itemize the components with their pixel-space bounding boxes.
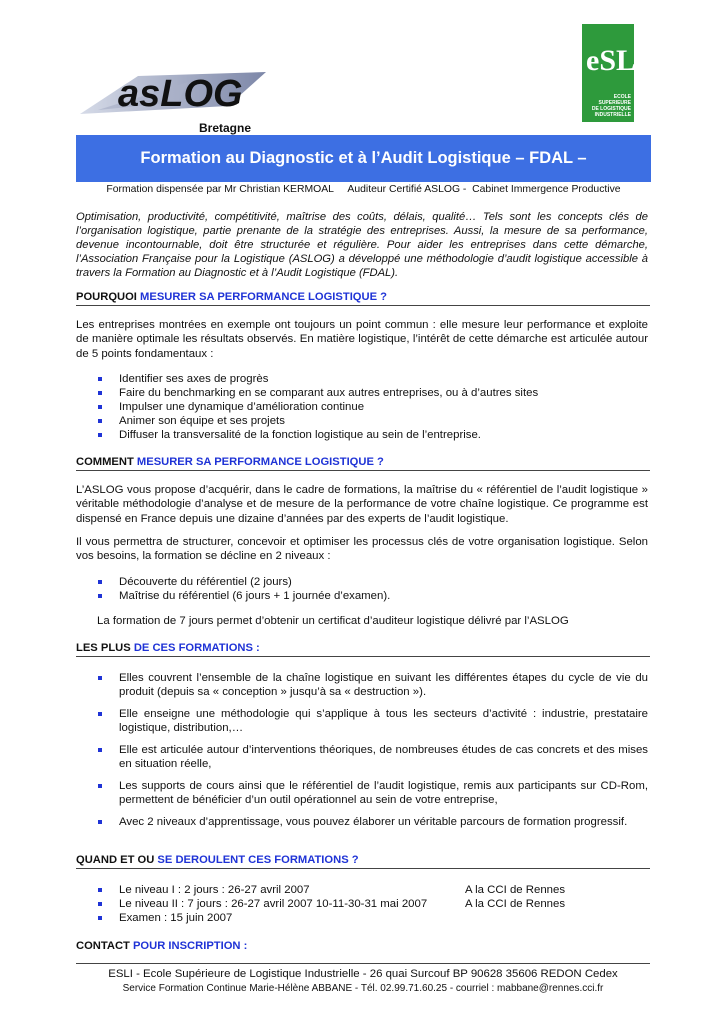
section-heading-les-plus — [76, 641, 650, 657]
list-item: Elle est articulée autour d’interventions théoriques, de nombreuses études de cas concrets et des mises en situation réelle, — [76, 743, 648, 771]
section2-paragraph-2: Il vous permettra de structurer, concevoir et optimiser les processus clés de votre organisation logistique. Selon vos besoins, la formation se décline en 2 niveaux : — [76, 536, 648, 563]
list-item: Elle enseigne une méthodologie qui s’applique à tous les secteurs d’activité : industrie, prestataire logistique, distribution,… — [76, 707, 648, 735]
heading-prefix: COMMENT — [76, 456, 137, 468]
heading-highlight: MESURER SA PERFORMANCE LOGISTIQUE ? — [140, 291, 387, 303]
heading-highlight: POUR INSCRIPTION : — [132, 940, 248, 952]
list-item: Animer son équipe et ses projets — [76, 414, 648, 428]
section2-paragraph-1: L’ASLOG vous propose d’acquérir, dans le cadre de formations, la maîtrise du « référentiel de l’audit logistique » véritable méthodologie d’analyse et de mesure de la performance de votre chaîne logistique. Ce programme est dispensé en France depuis une dizaine d’années par des experts de l’audit logistique. — [76, 484, 648, 525]
heading-prefix: LES PLUS — [76, 642, 134, 654]
heading-highlight: DE CES FORMATIONS : — [133, 642, 260, 654]
section1-paragraph: Les entreprises montrées en exemple ont toujours un point commun : elle mesure leur performance et exploite de manière optimale les résultats observés. En matière logistique, l’intérêt de cette démarche est articulée autour de 5 points fondamentaux : — [76, 319, 648, 360]
list-item: Identifier ses axes de progrès — [76, 372, 648, 386]
byline: Formation dispensée par Mr Christian KERMOAL Auditeur Certifié ASLOG - Cabinet Immergence Productive — [106, 184, 621, 195]
esli-logo — [582, 24, 645, 122]
section1-list — [76, 372, 648, 442]
heading-prefix: POURQUOI — [76, 291, 141, 303]
list-item: Diffuser la transversalité de la fonction logistique au sein de l’entreprise. — [76, 428, 648, 442]
footer-address: ESLI - Ecole Supérieure de Logistique Industrielle - 26 quai Surcouf BP 90628 35606 REDON Cedex — [108, 968, 618, 980]
aslog-logo — [78, 62, 268, 124]
schedule-session: Le niveau II : 7 jours : 26-27 avril 2007 10-11-30-31 mai 2007 — [119, 898, 428, 910]
heading-highlight: MESURER SA PERFORMANCE LOGISTIQUE ? — [136, 456, 384, 468]
esli-caption — [585, 94, 631, 118]
list-item: Elles couvrent l’ensemble de la chaîne logistique en suivant les différentes étapes du cycle de vie du produit (depuis sa « conception » jusqu’à sa « destruction »). — [76, 671, 648, 699]
region-label: Bretagne — [198, 121, 251, 135]
section-heading-pourquoi — [76, 290, 650, 306]
list-item: Maîtrise du référentiel (6 jours + 1 journée d’examen). — [76, 589, 648, 603]
page-title: Formation au Diagnostic et à l’Audit Logistique – FDAL – — [140, 149, 587, 167]
heading-highlight: SE DEROULENT CES FORMATIONS ? — [157, 854, 359, 866]
schedule-row — [76, 897, 648, 911]
aslog-logo-text: asLOG — [118, 73, 243, 115]
list-item: Les supports de cours ainsi que le référentiel de l’audit logistique, remis aux participants sur CD-Rom, permettent de bénéficier d’un outil opérationnel au sein de votre entreprise, — [76, 779, 648, 807]
esli-caption-line: ECOLE SUPERIEURE — [598, 94, 631, 106]
intro-paragraph: Optimisation, productivité, compétitivité, maîtrise des coûts, délais, qualité… Tels sont les concepts clés de l’organisation logistique, partie prenante de la stratégie des entreprises. Aussi, la mesure de sa performance, devenue incontournable, doit être structurée et régulière. Pour aider les entreprises dans cette démarche, l’Association Française pour la Logistique (ASLOG) a développé une méthodologie d’audit logistique accessible à travers la Formation au Diagnostic et à l’Audit Logistique (FDAL). — [76, 211, 648, 279]
section2-list — [76, 575, 648, 603]
heading-prefix: QUAND ET OU — [76, 854, 158, 866]
list-item: Faire du benchmarking en se comparant aux autres entreprises, ou à d’autres sites — [76, 386, 648, 400]
schedule-session: Examen : 15 juin 2007 — [119, 912, 233, 924]
heading-prefix: CONTACT — [76, 940, 133, 952]
section2-paragraph-3: La formation de 7 jours permet d’obtenir un certificat d’auditeur logistique délivré par l’ASLOG — [97, 615, 569, 627]
schedule-location: A la CCI de Rennes — [465, 884, 566, 896]
list-item: Découverte du référentiel (2 jours) — [76, 575, 648, 589]
list-item: Impulser une dynamique d’amélioration continue — [76, 400, 648, 414]
esli-logo-text: eSLi — [586, 44, 645, 77]
esli-caption-line: INDUSTRIELLE — [594, 112, 631, 118]
esli-caption-line: DE LOGISTIQUE — [591, 106, 631, 112]
schedule-list — [76, 883, 648, 925]
section-heading-contact — [76, 939, 650, 954]
footer-contact: Service Formation Continue Marie-Hélène ABBANE - Tél. 02.99.71.60.25 - courriel : mabbane@rennes.cci.fr — [122, 983, 604, 994]
title-banner — [76, 135, 651, 182]
footer-divider — [76, 963, 650, 964]
section-heading-comment — [76, 455, 650, 471]
section-heading-quand-et-ou — [76, 853, 650, 869]
section3-list — [76, 671, 648, 837]
schedule-location: A la CCI de Rennes — [465, 898, 566, 910]
list-item: Avec 2 niveaux d’apprentissage, vous pouvez élaborer un véritable parcours de formation progressif. — [76, 815, 648, 829]
schedule-row — [76, 883, 648, 897]
esli-logo-mark — [582, 24, 645, 84]
schedule-row — [76, 911, 648, 925]
schedule-session: Le niveau I : 2 jours : 26-27 avril 2007 — [119, 884, 310, 896]
